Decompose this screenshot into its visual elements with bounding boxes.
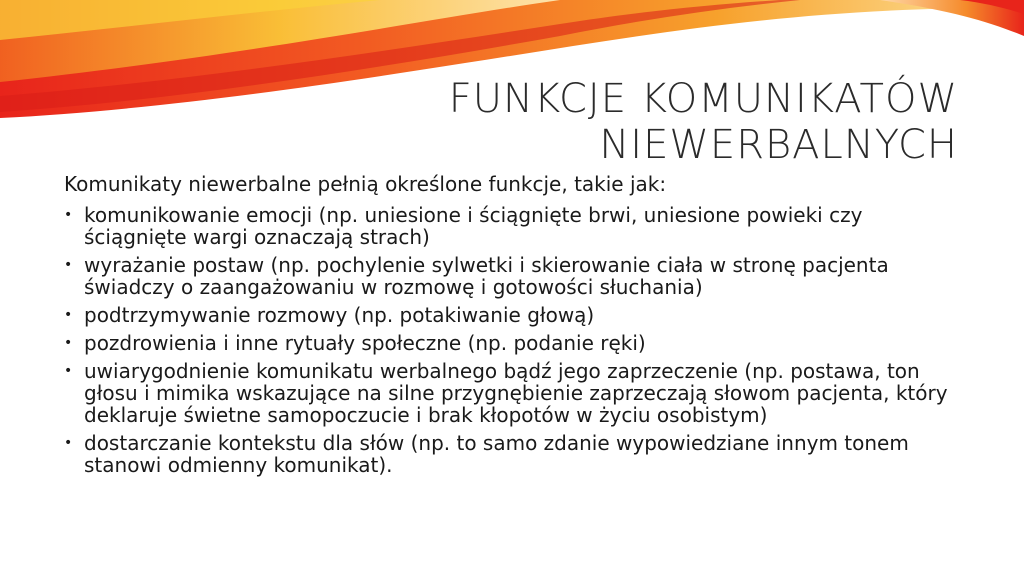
bullet-icon: •: [64, 307, 73, 323]
title-line-2: NIEWERBALNYCH: [599, 122, 958, 168]
list-item: [64, 304, 964, 326]
slide-title: [258, 76, 958, 168]
bullet-icon: •: [64, 335, 73, 351]
list-item-text: uwiarygodnienie komunikatu werbalnego bądź jego zaprzeczenie (np. postawa, ton głosu i mimika wskazujące na silne przygnębienie zaprzeczają słowom pacjenta, który deklaruje świetne samopoczucie i brak kłopotów w życiu osobistym): [84, 359, 948, 427]
slide-body: [64, 172, 964, 482]
list-item: [64, 332, 964, 354]
bullet-list: [64, 204, 964, 476]
intro-text: Komunikaty niewerbalne pełnią określone funkcje, takie jak:: [64, 172, 667, 196]
bullet-icon: •: [64, 363, 73, 379]
list-item-text: komunikowanie emocji (np. uniesione i ściągnięte brwi, uniesione powieki czy ściągnięte wargi oznaczają strach): [84, 203, 863, 249]
bullet-icon: •: [64, 207, 73, 223]
title-line-1: FUNKCJE KOMUNIKATÓW: [448, 76, 958, 122]
list-item: [64, 360, 964, 426]
bullet-icon: •: [64, 257, 73, 273]
list-item: [64, 254, 964, 298]
list-item-text: pozdrowienia i inne rytuały społeczne (np. podanie ręki): [84, 331, 646, 355]
list-item: [64, 204, 964, 248]
list-item-text: wyrażanie postaw (np. pochylenie sylwetki i skierowanie ciała w stronę pacjenta świadczy o zaangażowaniu w rozmowę i gotowości słuchania): [84, 253, 889, 299]
bullet-icon: •: [64, 435, 73, 451]
list-item: [64, 432, 964, 476]
list-item-text: podtrzymywanie rozmowy (np. potakiwanie głową): [84, 303, 595, 327]
list-item-text: dostarczanie kontekstu dla słów (np. to samo zdanie wypowiedziane innym tonem stanowi odmienny komunikat).: [84, 431, 909, 477]
